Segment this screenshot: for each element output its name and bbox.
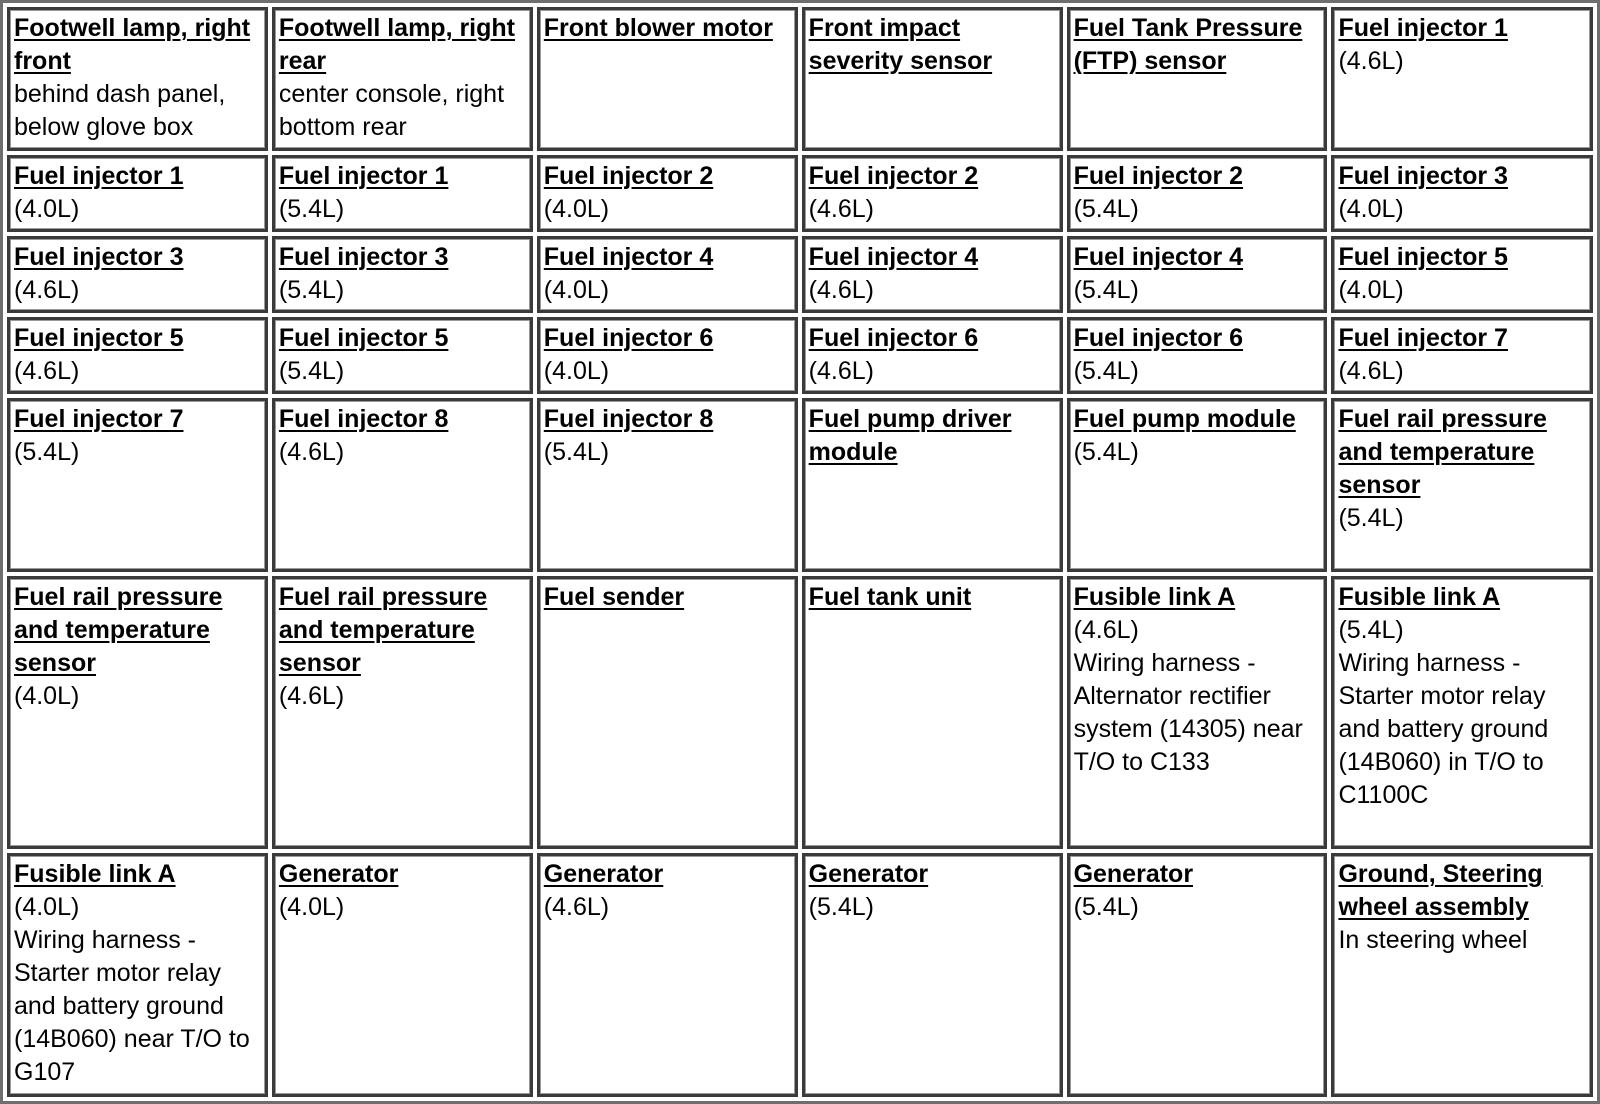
table-cell: [802, 155, 1063, 232]
table-cell: [272, 236, 533, 313]
component-location: (4.6L): [278, 681, 345, 710]
component-link[interactable]: Front blower motor: [543, 14, 773, 42]
component-location: (5.4L): [808, 893, 874, 921]
table-cell: [802, 398, 1063, 572]
component-link[interactable]: Fuel injector 5: [14, 323, 184, 352]
component-location: (4.0L): [543, 194, 610, 223]
component-location: (4.6L) Wiring harness - Alternator rectifier system (14305) near T/O to C133: [1073, 615, 1303, 776]
component-link[interactable]: Fuel injector 2: [1073, 161, 1244, 190]
component-location: center console, right bottom rear: [278, 80, 505, 141]
component-link[interactable]: Fuel injector 5: [278, 323, 449, 352]
table-cell: [7, 398, 268, 572]
component-link[interactable]: Generator: [1073, 860, 1194, 888]
table-cell: [7, 155, 268, 232]
table-cell: [1331, 155, 1593, 232]
component-location: (4.6L): [14, 356, 80, 385]
component-link[interactable]: Fuel injector 3: [278, 242, 449, 271]
table-row: [7, 7, 1593, 151]
component-link[interactable]: Fuel injector 6: [543, 323, 714, 352]
component-location: (5.4L): [278, 275, 345, 304]
table-cell: [1067, 7, 1328, 151]
component-link[interactable]: Fuel injector 1: [14, 161, 184, 190]
component-link[interactable]: Fusible link A: [1338, 582, 1501, 611]
component-location: (5.4L): [1073, 437, 1139, 466]
component-link[interactable]: Fuel injector 5: [1338, 242, 1508, 271]
component-link[interactable]: Fuel injector 2: [543, 161, 714, 190]
component-link[interactable]: Fuel injector 4: [1073, 242, 1244, 271]
component-location: (5.4L) Wiring harness - Starter motor relay and battery ground (14B060) in T/O to C1100C: [1338, 615, 1549, 809]
component-location: (4.0L) Wiring harness - Starter motor relay and battery ground (14B060) near T/O to G107: [14, 893, 250, 1086]
component-link[interactable]: Fuel pump driver module: [808, 404, 1012, 466]
component-link[interactable]: Fuel injector 3: [14, 242, 184, 271]
component-link[interactable]: Fuel injector 6: [1073, 323, 1244, 352]
component-location: (4.6L): [543, 893, 610, 921]
component-link[interactable]: Fuel Tank Pressure (FTP) sensor: [1073, 14, 1303, 75]
component-location: (5.4L): [1073, 194, 1139, 223]
component-location: (4.0L): [543, 275, 610, 304]
component-link[interactable]: Fuel injector 1: [1338, 14, 1508, 42]
component-link[interactable]: Fuel rail pressure and temperature sensor: [1338, 404, 1547, 499]
component-location: In steering wheel: [1338, 926, 1528, 954]
table-cell: [802, 317, 1063, 394]
component-location: (4.0L): [543, 356, 610, 385]
component-location: (4.6L): [1338, 47, 1404, 75]
component-location: (4.6L): [278, 437, 345, 466]
component-link[interactable]: Generator: [543, 860, 664, 888]
table-cell: [1331, 398, 1593, 572]
table-row: [7, 398, 1593, 572]
component-link[interactable]: Fuel injector 4: [808, 242, 979, 271]
component-link[interactable]: Fuel tank unit: [808, 582, 972, 611]
component-link[interactable]: Fuel injector 2: [808, 161, 979, 190]
component-location: (4.0L): [14, 681, 80, 710]
table-cell: [537, 155, 798, 232]
component-location: (4.0L): [278, 893, 345, 921]
table-cell: [7, 7, 268, 151]
component-link[interactable]: Fuel injector 4: [543, 242, 714, 271]
table-row: [7, 576, 1593, 849]
table-cell: [537, 236, 798, 313]
component-link[interactable]: Fuel pump module: [1073, 404, 1296, 433]
table-cell: [7, 236, 268, 313]
table-cell: [802, 236, 1063, 313]
table-cell: [272, 317, 533, 394]
component-location: (5.4L): [278, 356, 345, 385]
component-location: (4.6L): [808, 356, 874, 385]
component-link[interactable]: Fusible link A: [14, 860, 176, 888]
component-location: (4.0L): [1338, 194, 1404, 223]
table-row: [7, 317, 1593, 394]
component-link[interactable]: Fuel injector 3: [1338, 161, 1508, 190]
table-cell: [7, 853, 268, 1097]
table-cell: [537, 317, 798, 394]
table-cell: [1331, 7, 1593, 151]
component-link[interactable]: Fuel injector 1: [278, 161, 449, 190]
component-link[interactable]: Generator: [278, 860, 399, 888]
table-cell: [1331, 236, 1593, 313]
component-link[interactable]: Fuel rail pressure and temperature sensor: [14, 582, 223, 677]
component-location: behind dash panel, below glove box: [14, 80, 226, 141]
component-location: (5.4L): [1338, 503, 1404, 532]
table-cell: [7, 576, 268, 849]
component-link[interactable]: Front impact severity sensor: [808, 14, 993, 75]
component-location: (5.4L): [1073, 275, 1139, 304]
component-link[interactable]: Fuel injector 6: [808, 323, 979, 352]
table-row: [7, 853, 1593, 1097]
table-cell: [1067, 236, 1328, 313]
component-link[interactable]: Fuel rail pressure and temperature sensor: [278, 582, 488, 677]
table-cell: [537, 398, 798, 572]
table-cell: [1067, 155, 1328, 232]
component-location: (4.0L): [14, 194, 80, 223]
component-location: (5.4L): [278, 194, 345, 223]
component-link[interactable]: Fusible link A: [1073, 582, 1236, 611]
table-cell: [7, 317, 268, 394]
component-link[interactable]: Footwell lamp, right front: [14, 14, 251, 75]
table-cell: [1331, 853, 1593, 1097]
table-cell: [272, 853, 533, 1097]
table-cell: [537, 853, 798, 1097]
component-link[interactable]: Fuel injector 8: [543, 404, 714, 433]
table-cell: [272, 155, 533, 232]
table-cell: [1067, 317, 1328, 394]
component-link[interactable]: Ground, Steering wheel assembly: [1338, 860, 1543, 921]
component-location: (5.4L): [1073, 356, 1139, 385]
table-cell: [1331, 576, 1593, 849]
table-cell: [537, 7, 798, 151]
table-cell: [802, 7, 1063, 151]
component-location: (5.4L): [14, 437, 80, 466]
component-link[interactable]: Fuel injector 8: [278, 404, 449, 433]
component-location: (4.6L): [1338, 356, 1404, 385]
component-link[interactable]: Fuel injector 7: [14, 404, 184, 433]
table-cell: [802, 576, 1063, 849]
component-location: (4.6L): [808, 194, 874, 223]
table-cell: [272, 576, 533, 849]
component-location: (5.4L): [1073, 893, 1139, 921]
component-location: (4.6L): [14, 275, 80, 304]
component-link[interactable]: Footwell lamp, right rear: [278, 14, 515, 75]
table-cell: [1067, 853, 1328, 1097]
table-row: [7, 236, 1593, 313]
component-location: (4.0L): [1338, 275, 1404, 304]
table-cell: [802, 853, 1063, 1097]
table-cell: [1067, 576, 1328, 849]
table-cell: [272, 398, 533, 572]
table-cell: [1331, 317, 1593, 394]
component-link[interactable]: Fuel injector 7: [1338, 323, 1508, 352]
table-cell: [537, 576, 798, 849]
component-link[interactable]: Fuel sender: [543, 582, 685, 611]
table-cell: [1067, 398, 1328, 572]
component-location: (4.6L): [808, 275, 874, 304]
component-link[interactable]: Generator: [808, 860, 929, 888]
table-cell: [272, 7, 533, 151]
component-location: (5.4L): [543, 437, 610, 466]
table-row: [7, 155, 1593, 232]
